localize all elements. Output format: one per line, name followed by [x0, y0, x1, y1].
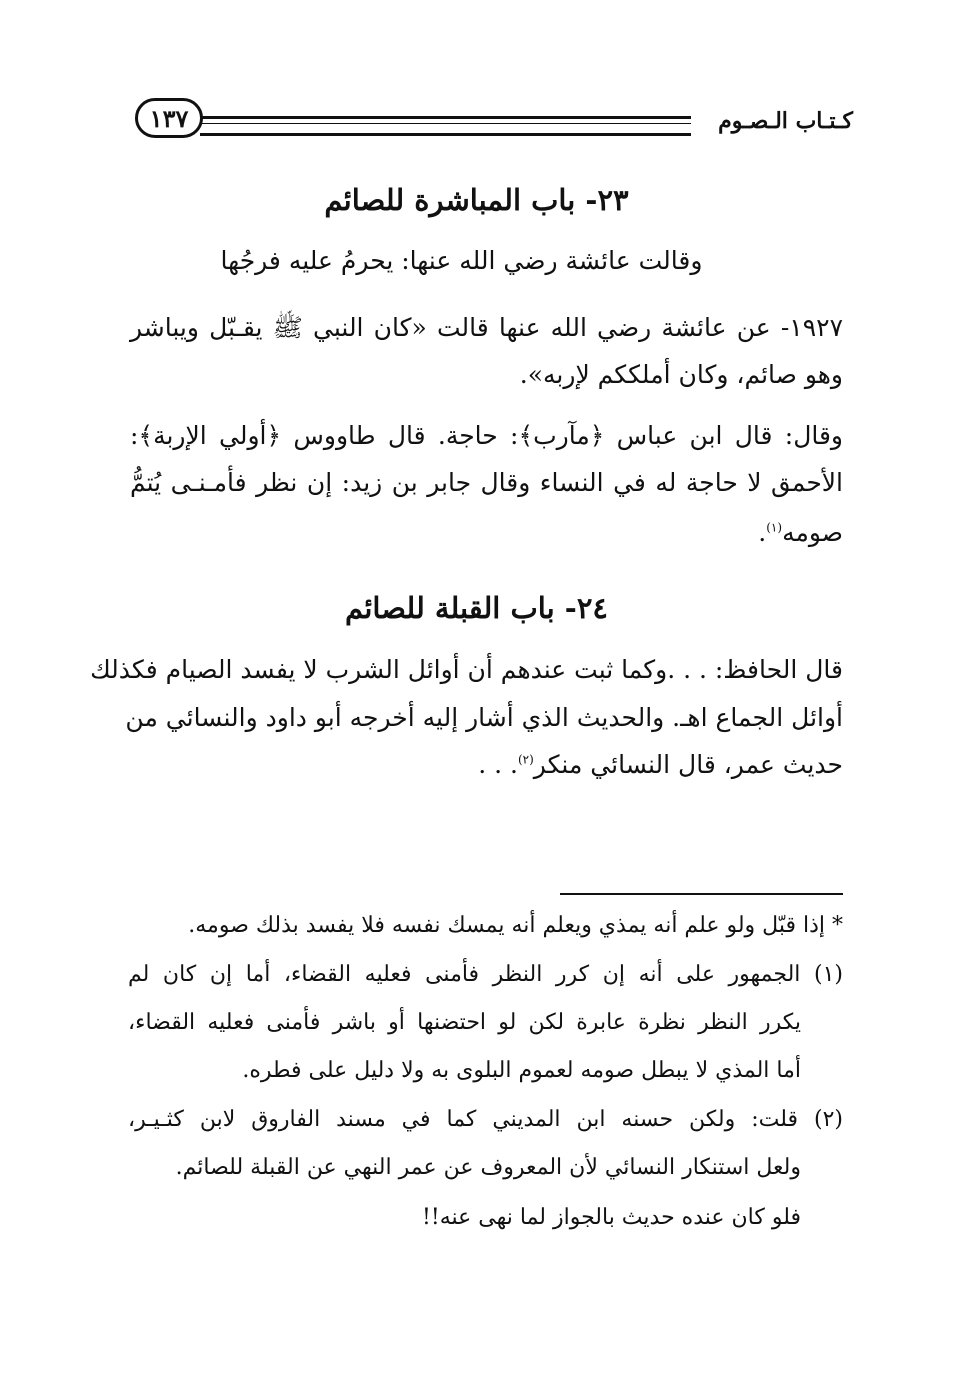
section24-line-2: أوائل الجماع اهـ. والحديث الذي أشار إليه أخرجه أبو داود والنسائي من — [125, 703, 843, 732]
commentary-line-1: وقال: قال ابن عباس ﴿مآرب﴾: حاجة. قال طاووس ﴿أولي الإربة﴾: — [130, 421, 843, 450]
section-heading-23: ٢٣- باب المباشرة للصائم — [324, 183, 629, 217]
footnote-ref-2: (٢) — [517, 752, 534, 767]
footnote-separator — [560, 893, 843, 895]
section24-line-3-text: حديث عمر، قال النسائي منكر — [533, 750, 843, 779]
footnote-star: * إذا قبّل ولو علم أنه يمذي ويعلم أنه يمسك نفسه فلا يفسد بذلك صومه. — [188, 913, 843, 938]
footnote-2-line-3: فلو كان عنده حديث بالجواز لما نهى عنه!! — [422, 1205, 801, 1230]
footnote-2-line-1: (٢) قلت: ولكن حسنه ابن المديني كما في مسند الفاروق لابن كثـيـر، — [128, 1107, 843, 1132]
header-rule — [200, 116, 691, 136]
commentary-line-2: الأحمق لا حاجة له في النساء وقال جابر بن زيد: إن نظر فأمـنـى يُتمُّ — [130, 468, 843, 497]
commentary-line-3-end: . — [758, 518, 767, 547]
section23-intro: وقالت عائشة رضي الله عنها: يحرمُ عليه فرجُها — [220, 246, 703, 275]
commentary-line-3 — [130, 518, 843, 547]
page-number-badge — [135, 98, 203, 138]
page-number: ١٣٧ — [149, 103, 189, 133]
footnote-2-line-2: ولعل استنكار النسائي لأن المعروف عن عمر النهي عن القبلة للصائم. — [175, 1155, 801, 1180]
section24-line-3 — [130, 750, 843, 779]
footnote-1-line-3: أما المذي لا يبطل صومه لعموم البلوى به ولا دليل على فطره. — [242, 1058, 801, 1083]
footnote-1-line-1: (١) الجمهور على أنه إن كرر النظر فأمنى فعليه القضاء، أما إن كان لم — [128, 962, 843, 987]
commentary-line-3-text: صومه — [782, 518, 843, 547]
section24-line-3-end: . . . — [478, 750, 518, 779]
footnote-ref-1: (١) — [766, 520, 783, 535]
running-header-title: كـتـاب الـصـوم — [718, 108, 853, 134]
section24-line-1: قال الحافظ: . . .وكما ثبت عندهم أن أوائل الشرب لا يفسد الصيام فكذلك — [90, 655, 843, 684]
hadith-line-2: وهو صائم، وكان أملككم لإربه». — [519, 360, 843, 389]
hadith-line-1: ١٩٢٧- عن عائشة رضي الله عنها قالت «كان النبي ﷺ يقـبّل ويباشر — [130, 313, 843, 342]
footnote-1-line-2: يكرر النظر نظرة عابرة لكن لو احتضنها أو باشر فأمنى فعليه القضاء، — [128, 1010, 801, 1035]
section-heading-24: ٢٤- باب القبلة للصائم — [345, 591, 608, 625]
